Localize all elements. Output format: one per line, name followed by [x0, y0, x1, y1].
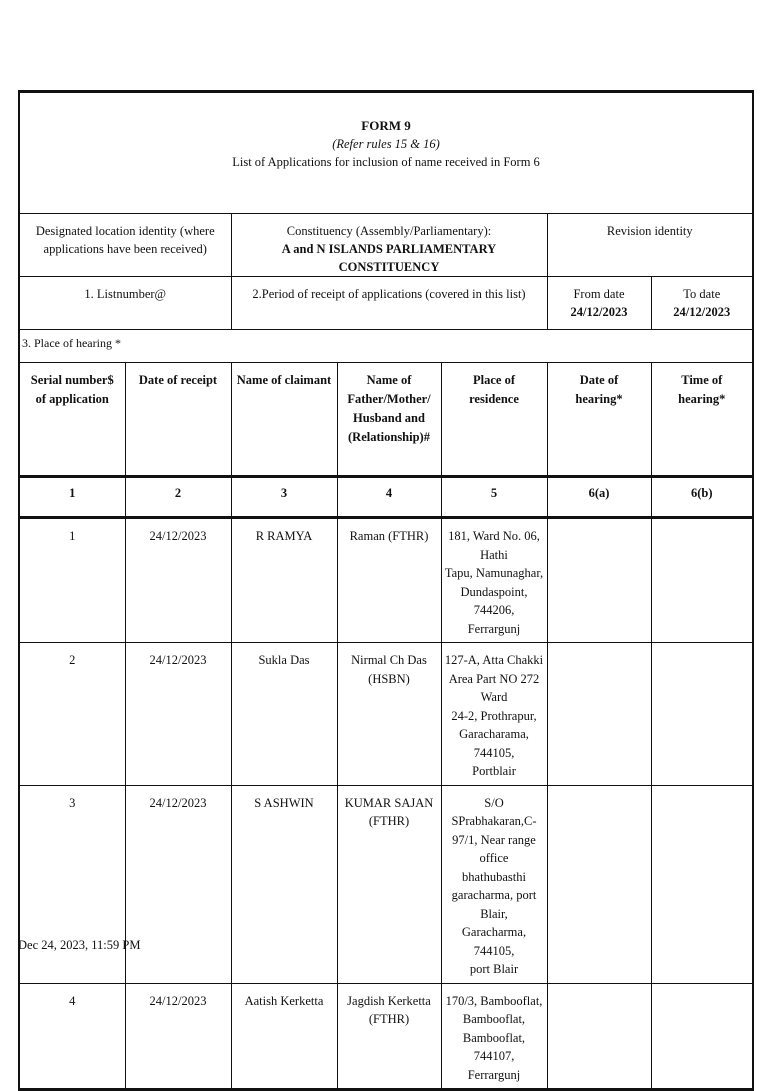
residence-cell: [441, 785, 547, 983]
col-header-relation-l2: Father/Mother/: [347, 392, 431, 406]
column-number: 6(a): [547, 477, 651, 518]
list-number: 1. Listnumber@: [84, 287, 167, 301]
hearing-date-cell: [547, 785, 651, 983]
col-header-date-text: Date of receipt: [138, 373, 218, 387]
residence-line: 97/1, Near range office: [452, 832, 536, 865]
residence-line: Bambooflat,: [462, 1012, 526, 1026]
date-cell: 24/12/2023: [125, 983, 231, 1090]
col-header-claimant-text: Name of claimant: [236, 373, 332, 387]
from-date-label: From date: [573, 287, 625, 301]
designated-location-cell: [19, 214, 231, 277]
relation-line: Raman (FTHR): [349, 529, 429, 543]
col-header-hearing-date-l2: hearing*: [575, 392, 623, 406]
relation-cell: [337, 983, 441, 1090]
form-description: List of Applications for inclusion of name received in Form 6: [232, 155, 540, 169]
hearing-date-cell: [547, 983, 651, 1090]
period-cell: [231, 277, 547, 330]
hearing-time-cell: [651, 518, 753, 643]
col-header-hearing-date: [547, 363, 651, 477]
to-date-label: To date: [683, 287, 721, 301]
column-number: 4: [337, 477, 441, 518]
column-header-row: [19, 363, 753, 477]
relation-line: KUMAR SAJAN: [344, 795, 434, 810]
table-row: [19, 643, 753, 786]
residence-cell: [441, 983, 547, 1090]
table-row: [19, 518, 753, 643]
residence-line: Garacharama, 744105,: [459, 727, 529, 760]
claimant-cell: Sukla Das: [231, 643, 337, 786]
col-header-residence-l2: residence: [469, 392, 519, 406]
revision-identity-cell: [547, 214, 753, 277]
col-header-residence: [441, 363, 547, 477]
designated-label-line1: Designated location identity (where: [35, 224, 215, 238]
period-label: 2.Period of receipt of applications (covered in this list): [252, 287, 526, 301]
form-subtitle: (Refer rules 15 & 16): [332, 137, 440, 151]
date-cell: 24/12/2023: [125, 785, 231, 983]
claimant-cell: S ASHWIN: [231, 785, 337, 983]
date-cell: 24/12/2023: [125, 643, 231, 786]
from-date-cell: [547, 277, 651, 330]
relation-cell: [337, 643, 441, 786]
residence-line: Area Part NO 272 Ward: [448, 671, 540, 704]
serial-cell: 4: [19, 983, 125, 1090]
col-header-hearing-time-l2: hearing*: [678, 392, 726, 406]
form-header-row: [19, 92, 753, 214]
serial-cell: 1: [19, 518, 125, 643]
relation-cell: [337, 785, 441, 983]
to-date-cell: [651, 277, 753, 330]
column-number: 5: [441, 477, 547, 518]
hearing-time-cell: [651, 785, 753, 983]
hearing-date-cell: [547, 643, 651, 786]
form-header: [19, 92, 753, 214]
col-header-hearing-time-l1: Time of: [681, 373, 723, 387]
table-row: [19, 983, 753, 1090]
col-header-hearing-time: [651, 363, 753, 477]
residence-line: 24-2, Prothrapur,: [451, 708, 537, 723]
table-row: [19, 785, 753, 983]
col-header-relation-l4: (Relationship)#: [348, 430, 430, 444]
hearing-time-cell: [651, 983, 753, 1090]
hearing-time-cell: [651, 643, 753, 786]
column-number: 1: [19, 477, 125, 518]
from-date-value: 24/12/2023: [570, 305, 628, 319]
column-number: 6(b): [651, 477, 753, 518]
constituency-label: Constituency (Assembly/Parliamentary):: [286, 224, 492, 238]
serial-cell: 2: [19, 643, 125, 786]
residence-line: 127-A, Atta Chakki: [444, 653, 544, 667]
residence-line: port Blair: [469, 962, 519, 976]
residence-line: 181, Ward No. 06, Hathi: [448, 529, 540, 562]
relation-line: Nirmal Ch Das (HSBN): [351, 653, 427, 686]
col-header-serial: [19, 363, 125, 477]
claimant-cell: Aatish Kerketta: [231, 983, 337, 1090]
column-number: 3: [231, 477, 337, 518]
col-header-relation-l1: Name of: [366, 373, 412, 387]
col-header-serial-l2: of application: [35, 392, 109, 406]
constituency-value: A and N ISLANDS PARLIAMENTARY CONSTITUENCY: [281, 242, 497, 274]
residence-line: Bambooflat, 744107,: [462, 1030, 526, 1063]
column-number: 2: [125, 477, 231, 518]
residence-line: Portblair: [472, 764, 516, 778]
col-header-relation: [337, 363, 441, 477]
residence-line: Tapu, Namunaghar,: [444, 566, 544, 580]
constituency-cell: [231, 214, 547, 277]
serial-cell: 3: [19, 785, 125, 983]
residence-line: Ferrargunj: [467, 1067, 521, 1082]
column-number-row: [19, 477, 753, 518]
meta-row-1: [19, 214, 753, 277]
residence-cell: [441, 643, 547, 786]
col-header-date-of-receipt: [125, 363, 231, 477]
claimant-cell: R RAMYA: [231, 518, 337, 643]
place-of-hearing: 3. Place of hearing *: [19, 330, 753, 363]
col-header-residence-l1: Place of: [473, 373, 515, 387]
date-cell: 24/12/2023: [125, 518, 231, 643]
relation-line: Jagdish Kerketta (FTHR): [347, 993, 431, 1026]
col-header-claimant: [231, 363, 337, 477]
relation-line: (FTHR): [368, 814, 410, 828]
print-timestamp: Dec 24, 2023, 11:59 PM: [18, 938, 141, 952]
residence-line: S/O SPrabhakaran,C-: [451, 795, 537, 828]
residence-line: bhathubasthi: [462, 869, 526, 884]
residence-cell: [441, 518, 547, 643]
residence-line: 170/3, Bambooflat,: [445, 993, 543, 1008]
residence-line: Ferrargunj: [467, 621, 521, 636]
residence-line: garacharma, port Blair,: [451, 888, 537, 921]
place-of-hearing-row: [19, 330, 753, 363]
col-header-hearing-date-l1: Date of: [579, 373, 619, 387]
to-date-value: 24/12/2023: [673, 305, 731, 319]
revision-label: Revision identity: [606, 224, 693, 238]
meta-row-2: [19, 277, 753, 330]
hearing-date-cell: [547, 518, 651, 643]
form-title: FORM 9: [361, 118, 411, 133]
col-header-relation-l3: Husband and: [353, 411, 425, 425]
designated-label-line2: applications have been received): [43, 242, 207, 256]
list-number-cell: [19, 277, 231, 330]
col-header-serial-l1: Serial number$: [30, 373, 114, 387]
residence-line: Garacharma, 744105,: [461, 925, 527, 958]
residence-line: Dundaspoint, 744206,: [460, 584, 528, 617]
relation-cell: [337, 518, 441, 643]
